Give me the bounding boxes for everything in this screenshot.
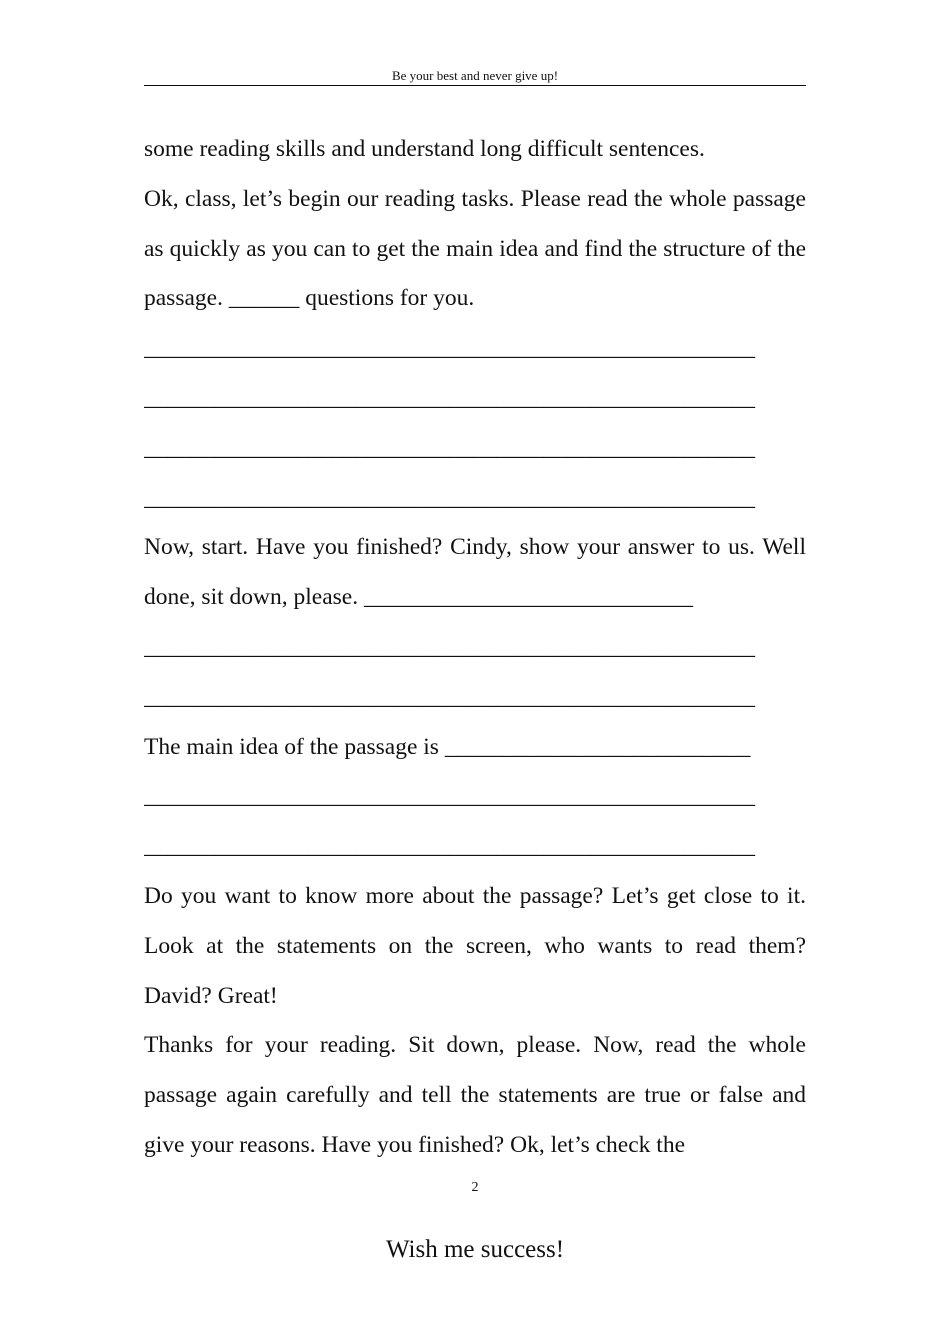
- paragraph-5: Thanks for your reading. Sit down, please. Now, read the whole passage again carefully and tell the statements are true or false and give your reasons. Have you finished? Ok, let’s check the: [144, 1032, 806, 1158]
- answer-blank-2: ____________________________________________________: [144, 384, 755, 411]
- main-idea-line: The main idea of the passage is __________________________: [144, 733, 751, 760]
- answer-blank-7: ____________________________________________________: [144, 783, 755, 810]
- page-footer: Wish me success!: [385, 1236, 565, 1263]
- answer-blank-1: ____________________________________________________: [144, 335, 755, 362]
- page-number: 2: [471, 1180, 479, 1195]
- document-body: [144, 125, 806, 1171]
- answer-blank-8: ____________________________________________________: [144, 833, 755, 860]
- answer-blank-4: ____________________________________________________: [144, 484, 755, 511]
- answer-blank-3: ____________________________________________________: [144, 434, 755, 461]
- paragraph-4: Do you want to know more about the passage? Let’s get close to it. Look at the statements on the screen, who wants to read them? David? Great!: [144, 882, 806, 1009]
- paragraph-2: Ok, class, let’s begin our reading tasks. Please read the whole passage as quickly as you can to get the main idea and find the structure of the passage. ______ questions for you.: [144, 185, 806, 312]
- paragraph-1: some reading skills and understand long difficult sentences.: [144, 136, 705, 162]
- page-header: Be your best and never give up!: [144, 66, 806, 86]
- answer-blank-5: ____________________________________________________: [144, 633, 755, 660]
- answer-blank-6: ____________________________________________________: [144, 683, 755, 710]
- paragraph-3: Now, start. Have you finished? Cindy, show your answer to us. Well done, sit down, please. ____________________________: [144, 534, 806, 611]
